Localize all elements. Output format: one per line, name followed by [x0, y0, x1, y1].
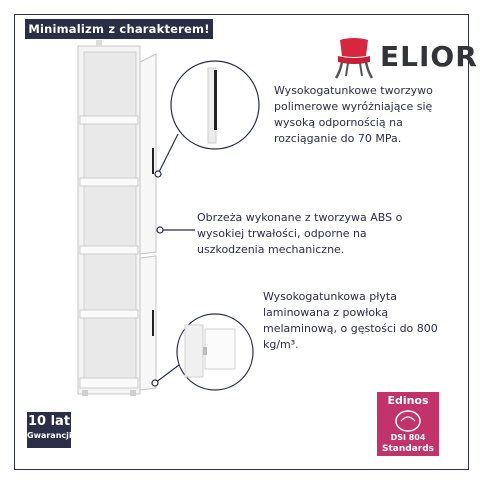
certificate-company: Edinos — [387, 394, 429, 407]
certificate-seal-icon — [393, 409, 423, 433]
handle-detail-callout — [150, 50, 260, 190]
feature-text-abs-edges: Obrzeża wykonane z tworzywa ABS o wysokiej trwałości, odporne na uszkodzenia mechaniczne. — [197, 211, 403, 256]
brand-name: ELIOR — [380, 40, 478, 73]
hinge-detail-callout — [145, 305, 255, 405]
feature-text-polymer: Wysokogatunkowe tworzywo polimerowe wyróżniające się wysoką odpornością na rozciąganie do 70 MPa. — [274, 84, 433, 145]
edge-detail-callout — [150, 215, 200, 245]
brand-logo — [330, 36, 478, 80]
edinos-certificate — [377, 392, 439, 456]
certificate-standard-code: DSI 804 — [390, 433, 426, 442]
feature-text-laminated-board: Wysokogatunkowa płyta laminowana z powłoką melaminową, o gęstości do 800 kg/m³. — [263, 290, 438, 351]
red-chair-icon — [330, 36, 378, 80]
warranty-years: 10 lat — [27, 414, 71, 429]
headline-banner: Minimalizm z charakterem! — [25, 19, 213, 39]
certificate-standard-label: Standards — [381, 444, 435, 454]
warranty-badge — [27, 412, 71, 448]
warranty-label: Gwarancji — [27, 431, 72, 440]
